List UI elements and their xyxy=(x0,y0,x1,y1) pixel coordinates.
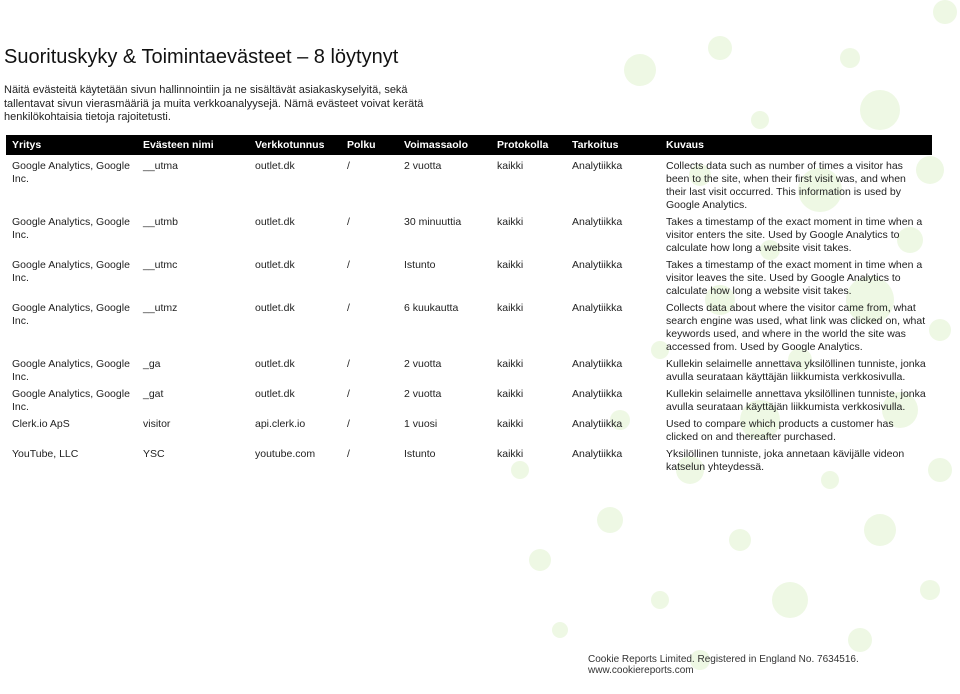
cell-path: / xyxy=(347,448,350,460)
cell-description: Yksilöllinen tunniste, joka annetaan kävijälle videon katselun yhteydessä. xyxy=(666,448,905,473)
cell-purpose: Analytiikka xyxy=(572,216,623,228)
header-purpose: Tarkoitus xyxy=(572,138,619,151)
cell-protocol: kaikki xyxy=(497,388,524,400)
footer-text: Cookie Reports Limited. Registered in England No. 7634516. www.cookiereports.com xyxy=(588,654,859,676)
cell-purpose: Analytiikka xyxy=(572,388,623,400)
cell-expiry: 1 vuosi xyxy=(404,418,438,430)
cell-domain: outlet.dk xyxy=(255,358,295,370)
cell-expiry: 2 vuotta xyxy=(404,160,442,172)
cell-purpose: Analytiikka xyxy=(572,259,623,271)
cell-path: / xyxy=(347,216,350,228)
cell-description: Used to compare which products a customer has clicked on and thereafter purchased. xyxy=(666,418,894,443)
cell-expiry: 6 kuukautta xyxy=(404,302,459,314)
cell-purpose: Analytiikka xyxy=(572,302,623,314)
cell-protocol: kaikki xyxy=(497,259,524,271)
cell-description: Collects data about where the visitor came from, what search engine was used, what link was clicked on, what keywords used, and where in the world the site was accessed from. Used by Google Analytics. xyxy=(666,302,926,353)
page-title: Suorituskyky & Toimintaevästeet – 8 löytynyt xyxy=(4,46,399,68)
table-row xyxy=(6,300,932,356)
cell-cookie-name: _ga xyxy=(143,358,161,370)
header-company: Yritys xyxy=(12,138,42,151)
cell-path: / xyxy=(347,259,350,271)
cell-cookie-name: __utmb xyxy=(143,216,179,228)
cell-company: Google Analytics, Google Inc. xyxy=(12,358,130,383)
cell-cookie-name: YSC xyxy=(143,448,165,460)
cell-purpose: Analytiikka xyxy=(572,358,623,370)
cell-domain: outlet.dk xyxy=(255,388,295,400)
table-row xyxy=(6,257,932,300)
table-row xyxy=(6,214,932,257)
header-description: Kuvaus xyxy=(666,138,704,151)
cell-cookie-name: __utmc xyxy=(143,259,178,271)
cell-protocol: kaikki xyxy=(497,302,524,314)
cell-purpose: Analytiikka xyxy=(572,418,623,430)
cell-domain: outlet.dk xyxy=(255,302,295,314)
table-header-row xyxy=(6,135,932,155)
table-row xyxy=(6,416,932,446)
cell-cookie-name: _gat xyxy=(143,388,164,400)
header-domain: Verkkotunnus xyxy=(255,138,325,151)
table-row xyxy=(6,356,932,386)
cell-company: Google Analytics, Google Inc. xyxy=(12,388,130,413)
cell-expiry: 2 vuotta xyxy=(404,388,442,400)
cell-description: Kullekin selaimelle annettava yksilöllinen tunniste, jonka avulla seurataan käyttäjän liikkumista verkkosivulla. xyxy=(666,388,926,413)
cell-protocol: kaikki xyxy=(497,216,524,228)
cell-protocol: kaikki xyxy=(497,358,524,370)
header-protocol: Protokolla xyxy=(497,138,549,151)
cell-path: / xyxy=(347,388,350,400)
cell-purpose: Analytiikka xyxy=(572,160,623,172)
table-row xyxy=(6,446,932,476)
intro-text: Näitä evästeitä käytetään sivun hallinnointiin ja ne sisältävät asiakaskyselyitä, sekä tallentavat sivun vierasmääriä ja muita verkkoanalyysejä. Nämä evästeet voivat kerätä henkilökohtaisia tietoja rajoitetusti. xyxy=(4,84,424,123)
cell-domain: youtube.com xyxy=(255,448,316,460)
cell-path: / xyxy=(347,302,350,314)
cell-protocol: kaikki xyxy=(497,160,524,172)
cell-path: / xyxy=(347,358,350,370)
cell-expiry: Istunto xyxy=(404,448,436,460)
cell-description: Kullekin selaimelle annettava yksilöllinen tunniste, jonka avulla seurataan käyttäjän liikkumista verkkosivulla. xyxy=(666,358,926,383)
cell-domain: outlet.dk xyxy=(255,259,295,271)
cell-path: / xyxy=(347,418,350,430)
table-row xyxy=(6,155,932,214)
cell-expiry: Istunto xyxy=(404,259,436,271)
cell-cookie-name: __utmz xyxy=(143,302,178,314)
cell-protocol: kaikki xyxy=(497,448,524,460)
cookie-table xyxy=(6,135,932,476)
cell-company: YouTube, LLC xyxy=(12,448,79,460)
cell-company: Google Analytics, Google Inc. xyxy=(12,302,130,327)
cell-cookie-name: visitor xyxy=(143,418,171,430)
cell-cookie-name: __utma xyxy=(143,160,179,172)
cell-description: Collects data such as number of times a visitor has been to the site, when their first visit was, and when their last visit occurred. This information is used by Google Analytics. xyxy=(666,160,906,211)
header-path: Polku xyxy=(347,138,376,151)
cell-path: / xyxy=(347,160,350,172)
cell-domain: outlet.dk xyxy=(255,160,295,172)
table-row xyxy=(6,386,932,416)
cell-domain: outlet.dk xyxy=(255,216,295,228)
header-expiry: Voimassaolo xyxy=(404,138,468,151)
cell-company: Google Analytics, Google Inc. xyxy=(12,216,130,241)
cell-domain: api.clerk.io xyxy=(255,418,306,430)
cell-expiry: 30 minuuttia xyxy=(404,216,462,228)
cell-description: Takes a timestamp of the exact moment in time when a visitor leaves the site. Used by Google Analytics to calculate how long a website visit takes. xyxy=(666,259,923,297)
cell-company: Google Analytics, Google Inc. xyxy=(12,259,130,284)
cell-description: Takes a timestamp of the exact moment in time when a visitor enters the site. Used by Google Analytics to calculate how long a website visit takes. xyxy=(666,216,923,254)
cell-company: Clerk.io ApS xyxy=(12,418,70,430)
header-cookie-name: Evästeen nimi xyxy=(143,138,214,151)
cell-purpose: Analytiikka xyxy=(572,448,623,460)
cell-protocol: kaikki xyxy=(497,418,524,430)
cell-expiry: 2 vuotta xyxy=(404,358,442,370)
cell-company: Google Analytics, Google Inc. xyxy=(12,160,130,185)
